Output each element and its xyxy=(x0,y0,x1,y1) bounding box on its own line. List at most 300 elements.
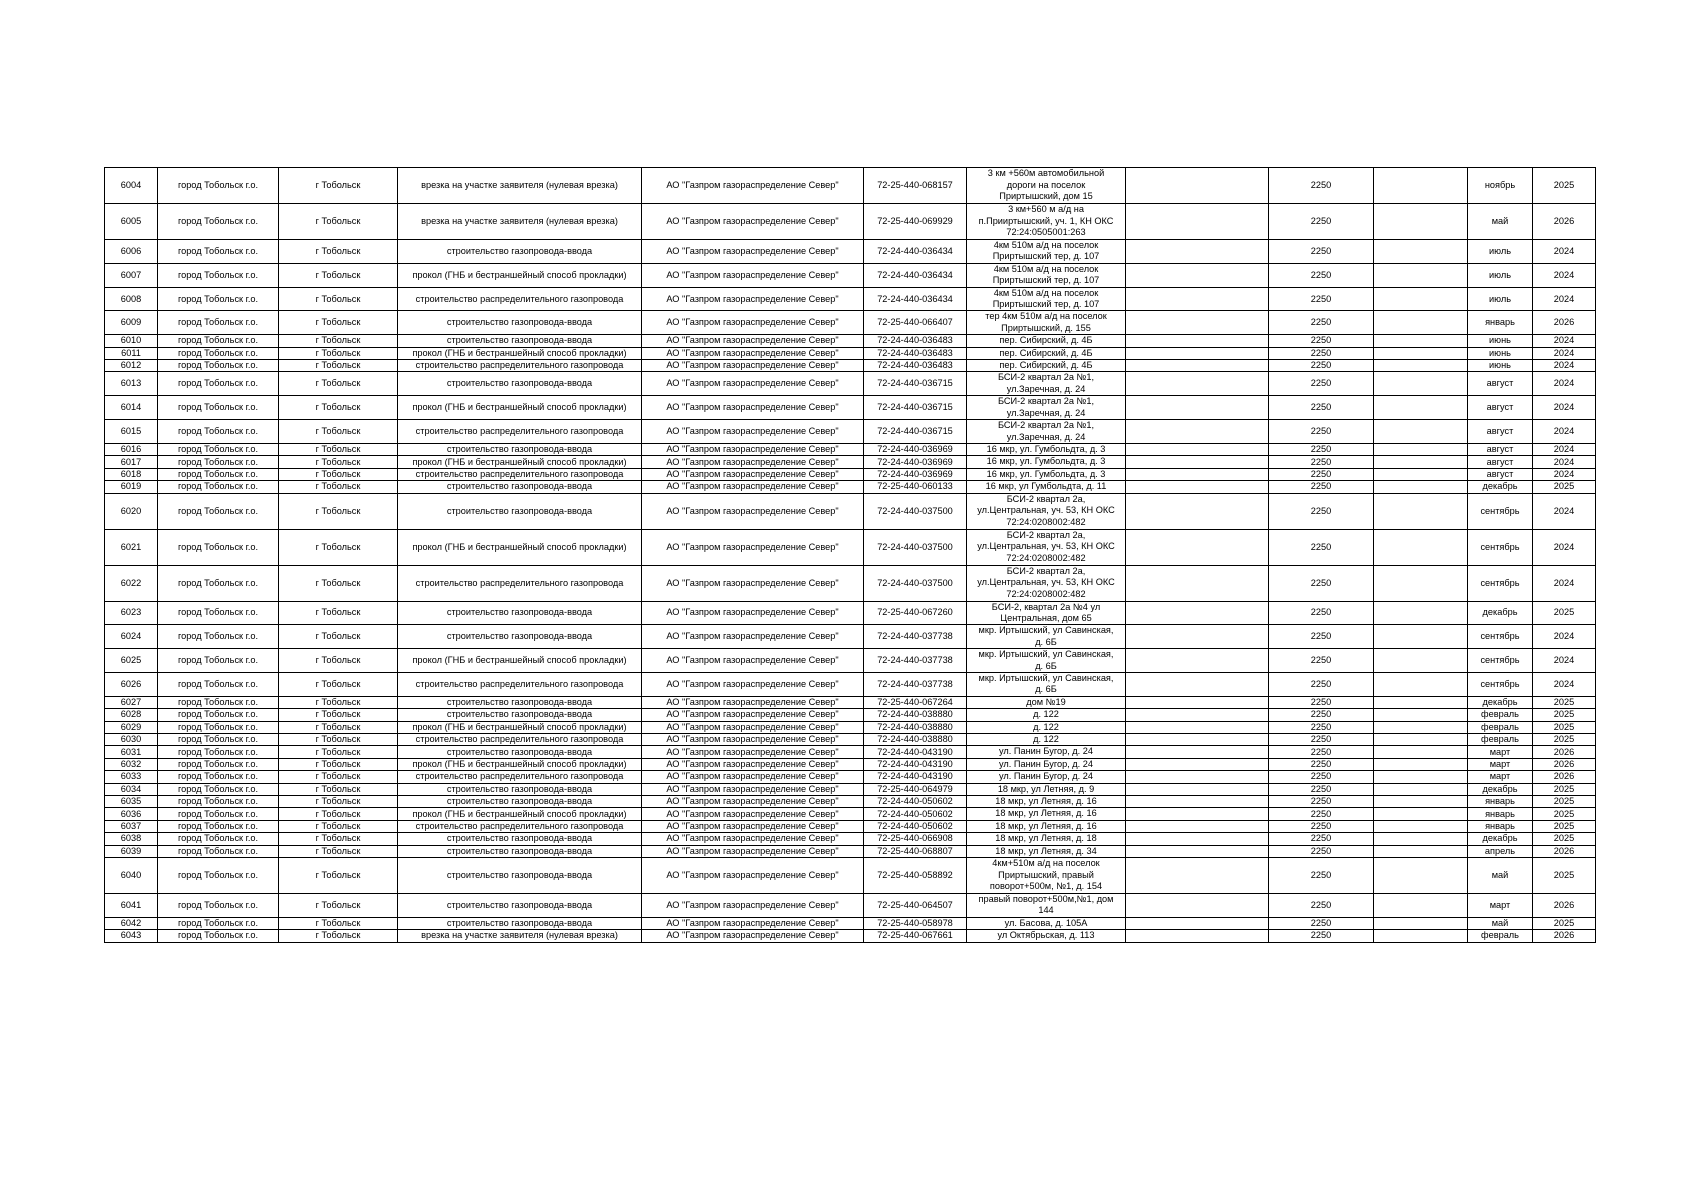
cell-application-number: 72-25-440-067264 xyxy=(864,696,967,708)
cell-city: г Тобольск xyxy=(279,372,398,396)
cell-month: май xyxy=(1468,858,1533,894)
cell-year: 2024 xyxy=(1533,625,1596,649)
cell-municipality: город Тобольск г.о. xyxy=(158,709,279,721)
cell-municipality: город Тобольск г.о. xyxy=(158,240,279,264)
cell-application-number: 72-24-440-043190 xyxy=(864,758,967,770)
cell-empty xyxy=(1374,894,1468,918)
cell-empty xyxy=(1374,204,1468,240)
cell-municipality: город Тобольск г.о. xyxy=(158,168,279,204)
cell-month: март xyxy=(1468,771,1533,783)
cell-work-type: строительство газопровода-ввода xyxy=(398,696,642,708)
cell-number: 6015 xyxy=(105,420,158,444)
cell-address: ул. Панин Бугор, д. 24 xyxy=(967,771,1126,783)
cell-city: г Тобольск xyxy=(279,721,398,733)
cell-address: 16 мкр, ул. Гумбольдта, д. 3 xyxy=(967,468,1126,480)
cell-year: 2025 xyxy=(1533,709,1596,721)
cell-application-number: 72-24-440-036715 xyxy=(864,372,967,396)
cell-application-number: 72-24-440-036434 xyxy=(864,263,967,287)
cell-month: июнь xyxy=(1468,347,1533,359)
cell-organization: АО "Газпром газораспределение Север" xyxy=(642,263,864,287)
cell-organization: АО "Газпром газораспределение Север" xyxy=(642,372,864,396)
cell-city: г Тобольск xyxy=(279,833,398,845)
cell-work-type: строительство газопровода-ввода xyxy=(398,746,642,758)
cell-organization: АО "Газпром газораспределение Север" xyxy=(642,894,864,918)
cell-empty xyxy=(1126,493,1269,529)
cell-work-type: строительство распределительного газопровода xyxy=(398,734,642,746)
cell-year: 2025 xyxy=(1533,820,1596,832)
cell-organization: АО "Газпром газораспределение Север" xyxy=(642,808,864,820)
cell-empty xyxy=(1126,820,1269,832)
cell-value: 2250 xyxy=(1269,481,1374,493)
cell-organization: АО "Газпром газораспределение Север" xyxy=(642,930,864,942)
cell-application-number: 72-24-440-036715 xyxy=(864,396,967,420)
cell-number: 6039 xyxy=(105,845,158,857)
cell-empty xyxy=(1126,335,1269,347)
cell-empty xyxy=(1126,845,1269,857)
cell-city: г Тобольск xyxy=(279,783,398,795)
cell-municipality: город Тобольск г.о. xyxy=(158,808,279,820)
cell-month: февраль xyxy=(1468,721,1533,733)
cell-work-type: строительство газопровода-ввода xyxy=(398,858,642,894)
cell-city: г Тобольск xyxy=(279,287,398,311)
cell-year: 2024 xyxy=(1533,287,1596,311)
cell-work-type: строительство газопровода-ввода xyxy=(398,311,642,335)
cell-application-number: 72-24-440-043190 xyxy=(864,746,967,758)
cell-address: БСИ-2 квартал 2а №1, ул.Заречная, д. 24 xyxy=(967,420,1126,444)
cell-application-number: 72-24-440-043190 xyxy=(864,771,967,783)
cell-city: г Тобольск xyxy=(279,420,398,444)
cell-value: 2250 xyxy=(1269,493,1374,529)
cell-number: 6018 xyxy=(105,468,158,480)
cell-municipality: город Тобольск г.о. xyxy=(158,649,279,673)
cell-address: д. 122 xyxy=(967,721,1126,733)
cell-number: 6004 xyxy=(105,168,158,204)
cell-work-type: строительство газопровода-ввода xyxy=(398,709,642,721)
cell-number: 6034 xyxy=(105,783,158,795)
cell-year: 2024 xyxy=(1533,335,1596,347)
cell-city: г Тобольск xyxy=(279,672,398,696)
cell-number: 6040 xyxy=(105,858,158,894)
cell-organization: АО "Газпром газораспределение Север" xyxy=(642,783,864,795)
cell-empty xyxy=(1126,287,1269,311)
cell-month: февраль xyxy=(1468,734,1533,746)
cell-number: 6017 xyxy=(105,456,158,468)
cell-empty xyxy=(1126,930,1269,942)
cell-empty xyxy=(1374,456,1468,468)
cell-empty xyxy=(1374,565,1468,601)
cell-work-type: строительство газопровода-ввода xyxy=(398,335,642,347)
cell-number: 6014 xyxy=(105,396,158,420)
table-row xyxy=(105,820,1596,832)
cell-value: 2250 xyxy=(1269,917,1374,929)
cell-year: 2025 xyxy=(1533,858,1596,894)
table-row xyxy=(105,796,1596,808)
cell-application-number: 72-25-440-064979 xyxy=(864,783,967,795)
cell-work-type: строительство газопровода-ввода xyxy=(398,240,642,264)
cell-empty xyxy=(1374,263,1468,287)
cell-municipality: город Тобольск г.о. xyxy=(158,845,279,857)
cell-application-number: 72-25-440-058978 xyxy=(864,917,967,929)
cell-empty xyxy=(1126,833,1269,845)
cell-city: г Тобольск xyxy=(279,481,398,493)
cell-empty xyxy=(1126,529,1269,565)
cell-empty xyxy=(1126,783,1269,795)
cell-municipality: город Тобольск г.о. xyxy=(158,481,279,493)
cell-number: 6030 xyxy=(105,734,158,746)
cell-month: июль xyxy=(1468,240,1533,264)
cell-number: 6033 xyxy=(105,771,158,783)
cell-address: 18 мкр, ул Летняя, д. 9 xyxy=(967,783,1126,795)
cell-month: январь xyxy=(1468,311,1533,335)
cell-empty xyxy=(1126,456,1269,468)
table-row xyxy=(105,845,1596,857)
cell-organization: АО "Газпром газораспределение Север" xyxy=(642,481,864,493)
cell-work-type: врезка на участке заявителя (нулевая врезка) xyxy=(398,168,642,204)
cell-application-number: 72-24-440-037500 xyxy=(864,493,967,529)
cell-city: г Тобольск xyxy=(279,565,398,601)
cell-municipality: город Тобольск г.о. xyxy=(158,204,279,240)
cell-organization: АО "Газпром газораспределение Север" xyxy=(642,335,864,347)
cell-address: БСИ-2 квартал 2а, ул.Центральная, уч. 53, КН ОКС 72:24:0208002:482 xyxy=(967,565,1126,601)
cell-organization: АО "Газпром газораспределение Север" xyxy=(642,240,864,264)
cell-address: 16 мкр, ул. Гумбольдта, д. 3 xyxy=(967,443,1126,455)
cell-value: 2250 xyxy=(1269,746,1374,758)
cell-value: 2250 xyxy=(1269,529,1374,565)
cell-year: 2026 xyxy=(1533,204,1596,240)
cell-empty xyxy=(1126,758,1269,770)
cell-address: 4км 510м а/д на поселок Приртышский тер, д. 107 xyxy=(967,287,1126,311)
data-table xyxy=(104,167,1596,943)
cell-application-number: 72-24-440-050602 xyxy=(864,796,967,808)
cell-number: 6031 xyxy=(105,746,158,758)
cell-work-type: строительство распределительного газопровода xyxy=(398,820,642,832)
cell-work-type: прокол (ГНБ и бестраншейный способ прокладки) xyxy=(398,721,642,733)
cell-application-number: 72-25-440-068807 xyxy=(864,845,967,857)
cell-number: 6038 xyxy=(105,833,158,845)
table-row xyxy=(105,396,1596,420)
table-row xyxy=(105,930,1596,942)
cell-address: д. 122 xyxy=(967,709,1126,721)
cell-organization: АО "Газпром газораспределение Север" xyxy=(642,917,864,929)
cell-address: 18 мкр, ул Летняя, д. 16 xyxy=(967,796,1126,808)
table-row xyxy=(105,263,1596,287)
cell-city: г Тобольск xyxy=(279,894,398,918)
cell-work-type: прокол (ГНБ и бестраншейный способ прокладки) xyxy=(398,808,642,820)
cell-year: 2024 xyxy=(1533,240,1596,264)
cell-year: 2025 xyxy=(1533,734,1596,746)
cell-municipality: город Тобольск г.о. xyxy=(158,420,279,444)
cell-municipality: город Тобольск г.о. xyxy=(158,858,279,894)
cell-number: 6005 xyxy=(105,204,158,240)
cell-year: 2024 xyxy=(1533,420,1596,444)
cell-municipality: город Тобольск г.о. xyxy=(158,930,279,942)
cell-number: 6021 xyxy=(105,529,158,565)
cell-city: г Тобольск xyxy=(279,734,398,746)
cell-city: г Тобольск xyxy=(279,649,398,673)
cell-city: г Тобольск xyxy=(279,529,398,565)
cell-application-number: 72-25-440-064507 xyxy=(864,894,967,918)
cell-value: 2250 xyxy=(1269,168,1374,204)
cell-empty xyxy=(1374,746,1468,758)
cell-value: 2250 xyxy=(1269,601,1374,625)
cell-address: 3 км+560 м а/д на п.Прииртышский, уч. 1, КН ОКС 72:24:0505001:263 xyxy=(967,204,1126,240)
table-row xyxy=(105,287,1596,311)
cell-organization: АО "Газпром газораспределение Север" xyxy=(642,833,864,845)
cell-number: 6035 xyxy=(105,796,158,808)
cell-empty xyxy=(1126,771,1269,783)
cell-empty xyxy=(1126,721,1269,733)
cell-work-type: строительство газопровода-ввода xyxy=(398,796,642,808)
cell-month: июль xyxy=(1468,263,1533,287)
cell-year: 2026 xyxy=(1533,311,1596,335)
cell-application-number: 72-24-440-050602 xyxy=(864,820,967,832)
cell-value: 2250 xyxy=(1269,443,1374,455)
cell-number: 6029 xyxy=(105,721,158,733)
cell-municipality: город Тобольск г.о. xyxy=(158,771,279,783)
cell-month: сентябрь xyxy=(1468,565,1533,601)
cell-city: г Тобольск xyxy=(279,820,398,832)
cell-organization: АО "Газпром газораспределение Север" xyxy=(642,565,864,601)
cell-number: 6010 xyxy=(105,335,158,347)
cell-empty xyxy=(1374,808,1468,820)
cell-year: 2024 xyxy=(1533,565,1596,601)
cell-municipality: город Тобольск г.о. xyxy=(158,601,279,625)
cell-value: 2250 xyxy=(1269,649,1374,673)
cell-value: 2250 xyxy=(1269,456,1374,468)
cell-month: сентябрь xyxy=(1468,493,1533,529)
cell-empty xyxy=(1126,601,1269,625)
cell-address: ул. Панин Бугор, д. 24 xyxy=(967,758,1126,770)
cell-month: апрель xyxy=(1468,845,1533,857)
cell-empty xyxy=(1126,420,1269,444)
cell-month: сентябрь xyxy=(1468,649,1533,673)
cell-year: 2026 xyxy=(1533,771,1596,783)
cell-year: 2025 xyxy=(1533,721,1596,733)
table-row xyxy=(105,481,1596,493)
cell-year: 2025 xyxy=(1533,696,1596,708)
cell-empty xyxy=(1126,396,1269,420)
cell-application-number: 72-24-440-036483 xyxy=(864,347,967,359)
cell-work-type: строительство газопровода-ввода xyxy=(398,845,642,857)
cell-city: г Тобольск xyxy=(279,796,398,808)
cell-number: 6041 xyxy=(105,894,158,918)
cell-value: 2250 xyxy=(1269,468,1374,480)
cell-number: 6006 xyxy=(105,240,158,264)
cell-empty xyxy=(1126,649,1269,673)
cell-organization: АО "Газпром газораспределение Север" xyxy=(642,468,864,480)
cell-city: г Тобольск xyxy=(279,168,398,204)
cell-work-type: строительство газопровода-ввода xyxy=(398,625,642,649)
cell-year: 2025 xyxy=(1533,917,1596,929)
table-row xyxy=(105,783,1596,795)
cell-number: 6027 xyxy=(105,696,158,708)
cell-municipality: город Тобольск г.о. xyxy=(158,529,279,565)
cell-address: мкр. Иртышский, ул Савинская, д. 6Б xyxy=(967,625,1126,649)
cell-municipality: город Тобольск г.о. xyxy=(158,287,279,311)
cell-month: ноябрь xyxy=(1468,168,1533,204)
cell-city: г Тобольск xyxy=(279,456,398,468)
cell-work-type: строительство распределительного газопровода xyxy=(398,360,642,372)
cell-month: март xyxy=(1468,894,1533,918)
cell-empty xyxy=(1126,360,1269,372)
table-row xyxy=(105,672,1596,696)
cell-year: 2026 xyxy=(1533,930,1596,942)
cell-empty xyxy=(1374,493,1468,529)
cell-value: 2250 xyxy=(1269,287,1374,311)
cell-empty xyxy=(1126,917,1269,929)
cell-value: 2250 xyxy=(1269,396,1374,420)
cell-year: 2024 xyxy=(1533,360,1596,372)
cell-work-type: строительство газопровода-ввода xyxy=(398,372,642,396)
cell-organization: АО "Газпром газораспределение Север" xyxy=(642,734,864,746)
cell-number: 6026 xyxy=(105,672,158,696)
table-row xyxy=(105,565,1596,601)
cell-work-type: строительство распределительного газопровода xyxy=(398,420,642,444)
cell-organization: АО "Газпром газораспределение Север" xyxy=(642,311,864,335)
cell-work-type: строительство распределительного газопровода xyxy=(398,565,642,601)
cell-value: 2250 xyxy=(1269,734,1374,746)
cell-value: 2250 xyxy=(1269,311,1374,335)
cell-work-type: прокол (ГНБ и бестраншейный способ прокладки) xyxy=(398,649,642,673)
cell-empty xyxy=(1374,347,1468,359)
cell-year: 2026 xyxy=(1533,894,1596,918)
cell-value: 2250 xyxy=(1269,565,1374,601)
cell-empty xyxy=(1374,287,1468,311)
cell-municipality: город Тобольск г.о. xyxy=(158,796,279,808)
cell-organization: АО "Газпром газораспределение Север" xyxy=(642,796,864,808)
cell-value: 2250 xyxy=(1269,420,1374,444)
cell-month: сентябрь xyxy=(1468,672,1533,696)
cell-application-number: 72-24-440-036434 xyxy=(864,287,967,311)
cell-municipality: город Тобольск г.о. xyxy=(158,263,279,287)
cell-empty xyxy=(1374,783,1468,795)
cell-value: 2250 xyxy=(1269,696,1374,708)
cell-organization: АО "Газпром газораспределение Север" xyxy=(642,168,864,204)
cell-work-type: строительство газопровода-ввода xyxy=(398,481,642,493)
cell-organization: АО "Газпром газораспределение Север" xyxy=(642,420,864,444)
cell-organization: АО "Газпром газораспределение Север" xyxy=(642,360,864,372)
cell-year: 2025 xyxy=(1533,808,1596,820)
cell-address: дом №19 xyxy=(967,696,1126,708)
cell-application-number: 72-25-440-066407 xyxy=(864,311,967,335)
cell-application-number: 72-24-440-037738 xyxy=(864,625,967,649)
cell-work-type: врезка на участке заявителя (нулевая врезка) xyxy=(398,204,642,240)
cell-value: 2250 xyxy=(1269,335,1374,347)
table-row xyxy=(105,468,1596,480)
cell-value: 2250 xyxy=(1269,833,1374,845)
cell-city: г Тобольск xyxy=(279,696,398,708)
cell-empty xyxy=(1126,894,1269,918)
cell-application-number: 72-24-440-036969 xyxy=(864,468,967,480)
cell-work-type: прокол (ГНБ и бестраншейный способ прокладки) xyxy=(398,529,642,565)
cell-organization: АО "Газпром газораспределение Север" xyxy=(642,347,864,359)
cell-municipality: город Тобольск г.о. xyxy=(158,721,279,733)
cell-empty xyxy=(1126,734,1269,746)
cell-application-number: 72-25-440-069929 xyxy=(864,204,967,240)
cell-work-type: строительство распределительного газопровода xyxy=(398,287,642,311)
cell-year: 2026 xyxy=(1533,746,1596,758)
cell-number: 6011 xyxy=(105,347,158,359)
cell-municipality: город Тобольск г.о. xyxy=(158,443,279,455)
cell-year: 2024 xyxy=(1533,456,1596,468)
cell-application-number: 72-24-440-038880 xyxy=(864,721,967,733)
cell-value: 2250 xyxy=(1269,820,1374,832)
cell-year: 2024 xyxy=(1533,263,1596,287)
table-row xyxy=(105,734,1596,746)
cell-empty xyxy=(1374,833,1468,845)
cell-address: тер 4км 510м а/д на поселок Приртышский, д. 155 xyxy=(967,311,1126,335)
cell-empty xyxy=(1126,263,1269,287)
cell-empty xyxy=(1374,930,1468,942)
cell-address: правый поворот+500м,№1, дом 144 xyxy=(967,894,1126,918)
cell-address: 18 мкр, ул Летняя, д. 16 xyxy=(967,820,1126,832)
cell-year: 2024 xyxy=(1533,347,1596,359)
cell-application-number: 72-25-440-058892 xyxy=(864,858,967,894)
cell-organization: АО "Газпром газораспределение Север" xyxy=(642,456,864,468)
cell-work-type: строительство распределительного газопровода xyxy=(398,771,642,783)
cell-empty xyxy=(1374,845,1468,857)
cell-application-number: 72-25-440-067661 xyxy=(864,930,967,942)
cell-month: июнь xyxy=(1468,360,1533,372)
cell-address: 4км 510м а/д на поселок Приртышский тер, д. 107 xyxy=(967,263,1126,287)
cell-year: 2025 xyxy=(1533,796,1596,808)
cell-address: пер. Сибирский, д. 4Б xyxy=(967,335,1126,347)
cell-municipality: город Тобольск г.о. xyxy=(158,335,279,347)
cell-value: 2250 xyxy=(1269,858,1374,894)
cell-value: 2250 xyxy=(1269,721,1374,733)
cell-application-number: 72-24-440-038880 xyxy=(864,709,967,721)
cell-municipality: город Тобольск г.о. xyxy=(158,565,279,601)
cell-municipality: город Тобольск г.о. xyxy=(158,696,279,708)
cell-city: г Тобольск xyxy=(279,758,398,770)
cell-work-type: врезка на участке заявителя (нулевая врезка) xyxy=(398,930,642,942)
cell-municipality: город Тобольск г.о. xyxy=(158,894,279,918)
cell-year: 2024 xyxy=(1533,529,1596,565)
cell-city: г Тобольск xyxy=(279,335,398,347)
table-row xyxy=(105,709,1596,721)
table-row xyxy=(105,917,1596,929)
cell-city: г Тобольск xyxy=(279,858,398,894)
cell-organization: АО "Газпром газораспределение Север" xyxy=(642,601,864,625)
cell-empty xyxy=(1126,709,1269,721)
table-row xyxy=(105,894,1596,918)
cell-municipality: город Тобольск г.о. xyxy=(158,493,279,529)
cell-year: 2024 xyxy=(1533,649,1596,673)
cell-empty xyxy=(1374,396,1468,420)
cell-month: май xyxy=(1468,917,1533,929)
cell-year: 2024 xyxy=(1533,396,1596,420)
cell-city: г Тобольск xyxy=(279,709,398,721)
cell-city: г Тобольск xyxy=(279,625,398,649)
table-row xyxy=(105,311,1596,335)
cell-year: 2024 xyxy=(1533,493,1596,529)
table-row xyxy=(105,204,1596,240)
cell-empty xyxy=(1374,168,1468,204)
cell-city: г Тобольск xyxy=(279,746,398,758)
table-row xyxy=(105,833,1596,845)
cell-number: 6032 xyxy=(105,758,158,770)
cell-year: 2024 xyxy=(1533,443,1596,455)
cell-address: БСИ-2 квартал 2а, ул.Центральная, уч. 53, КН ОКС 72:24:0208002:482 xyxy=(967,493,1126,529)
cell-address: БСИ-2 квартал 2а №1, ул.Заречная, д. 24 xyxy=(967,396,1126,420)
cell-empty xyxy=(1126,696,1269,708)
cell-work-type: прокол (ГНБ и бестраншейный способ прокладки) xyxy=(398,456,642,468)
cell-year: 2024 xyxy=(1533,468,1596,480)
cell-municipality: город Тобольск г.о. xyxy=(158,820,279,832)
cell-organization: АО "Газпром газораспределение Север" xyxy=(642,396,864,420)
cell-number: 6025 xyxy=(105,649,158,673)
cell-year: 2025 xyxy=(1533,601,1596,625)
